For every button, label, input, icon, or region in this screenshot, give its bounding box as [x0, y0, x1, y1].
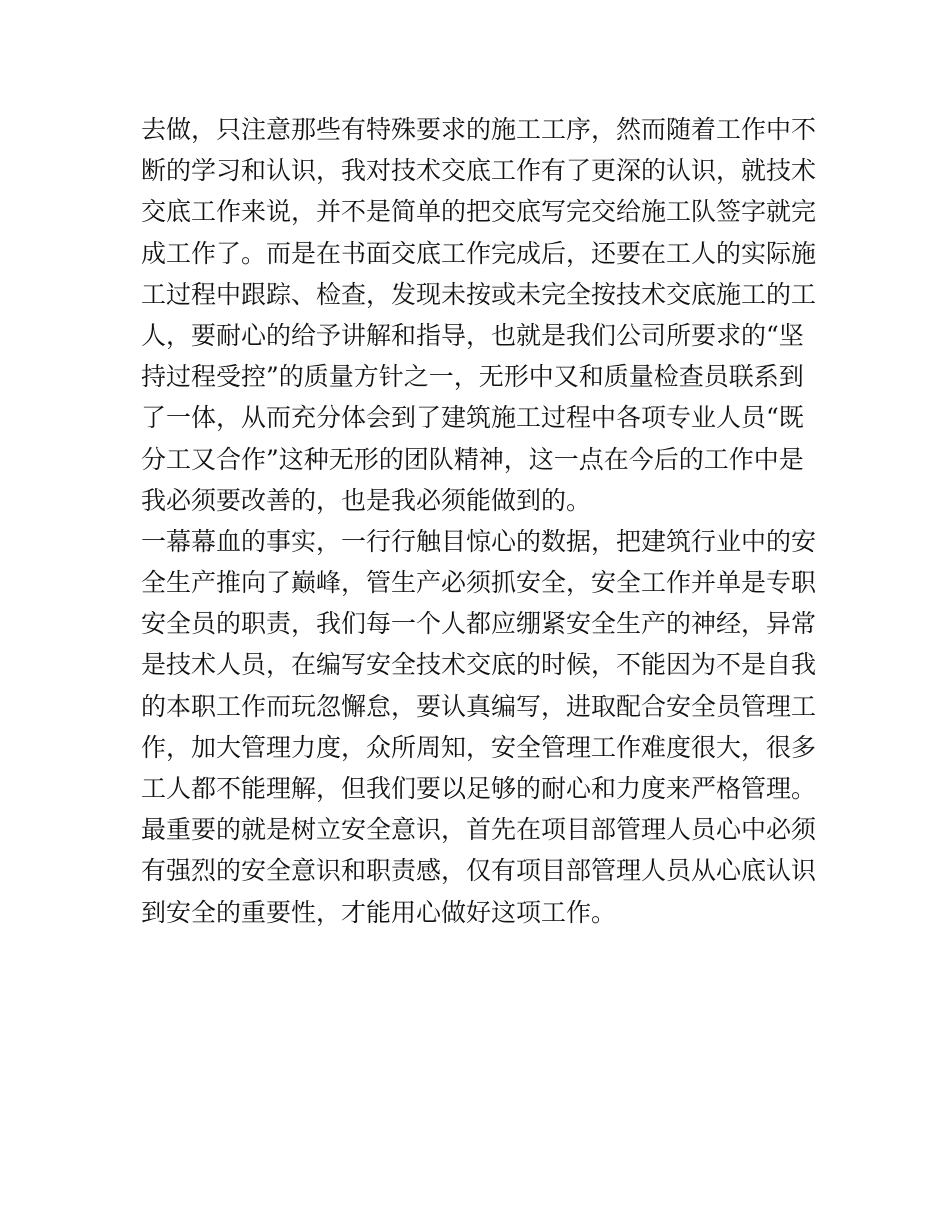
text-line-14: 是技术人员，在编写安全技术交底的时候，不能因为不是自我 — [141, 650, 817, 680]
text-line-16: 作，加大管理力度，众所周知，安全管理工作难度很大，很多 — [141, 732, 817, 762]
text-line-8: 了一体，从而充分体会到了建筑施工过程中各项专业人员“既 — [141, 403, 804, 433]
text-line-12: 全生产推向了巅峰，管生产必须抓安全，安全工作并单是专职 — [141, 568, 817, 598]
text-line-10: 我必须要改善的，也是我必须能做到的。 — [141, 485, 592, 515]
text-line-18: 最重要的就是树立安全意识，首先在项目部管理人员心中必须 — [141, 815, 817, 845]
text-line-15: 的本职工作而玩忽懈怠，要认真编写，进取配合安全员管理工 — [141, 691, 817, 721]
text-line-5: 工过程中跟踪、检查，发现未按或未完全按技术交底施工的工 — [141, 279, 817, 309]
text-line-4: 成工作了。而是在书面交底工作完成后，还要在工人的实际施 — [141, 238, 817, 268]
text-line-17: 工人都不能理解，但我们要以足够的耐心和力度来严格管理。 — [141, 774, 817, 803]
text-line-2: 断的学习和认识，我对技术交底工作有了更深的认识，就技术 — [141, 156, 817, 186]
text-line-1: 去做，只注意那些有特殊要求的施工工序，然而随着工作中不 — [141, 115, 817, 144]
text-line-9: 分工又合作”这种无形的团队精神，这一点在今后的工作中是 — [141, 444, 804, 474]
text-line-19: 有强烈的安全意识和职责感，仅有项目部管理人员从心底认识 — [141, 856, 817, 886]
text-line-6: 人，要耐心的给予讲解和指导，也就是我们公司所要求的“坚 — [141, 320, 804, 350]
text-line-3: 交底工作来说，并不是简单的把交底写完交给施工队签字就完 — [141, 197, 817, 227]
text-line-7: 持过程受控”的质量方针之一，无形中又和质量检查员联系到 — [141, 362, 804, 392]
text-line-13: 安全员的职责，我们每一个人都应绷紧安全生产的神经，异常 — [141, 609, 817, 639]
text-line-11: 一幕幕血的事实，一行行触目惊心的数据，把建筑行业中的安 — [141, 526, 817, 556]
body-text — [141, 109, 821, 933]
text-line-20: 到安全的重要性，才能用心做好这项工作。 — [141, 897, 617, 927]
